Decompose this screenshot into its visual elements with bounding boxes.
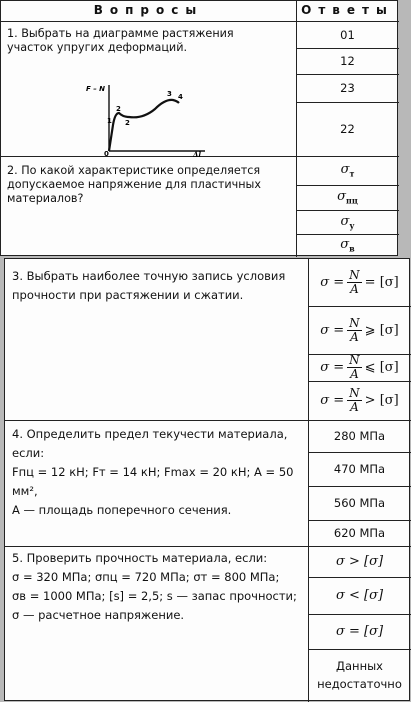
answer-5-1[interactable]: σ > [σ]: [335, 554, 384, 569]
question-4-text: [12, 425, 308, 520]
answer-4-4[interactable]: 620 МПа: [333, 526, 386, 540]
question-5-line-4: σ — расчетное напряжение.: [12, 608, 185, 622]
answer-5-4-line-2: недостаточно: [317, 677, 402, 691]
answer-1-1[interactable]: 01: [340, 27, 355, 42]
answer-5-3[interactable]: σ = [σ]: [335, 624, 384, 639]
answer-4-2[interactable]: 470 МПа: [333, 462, 386, 476]
answer-2-1[interactable]: $\sigma_т$: [340, 162, 355, 179]
answer-5-2[interactable]: σ < [σ]: [335, 588, 384, 603]
answer-4-1[interactable]: 280 МПа: [333, 429, 386, 443]
answer-1-3[interactable]: 23: [340, 81, 355, 95]
answer-3-2[interactable]: σ = $\frac{N}{A}$ ⩾ [σ]: [320, 315, 399, 344]
question-4-line-3: A — площадь поперечного сечения.: [12, 503, 232, 517]
point-label-0: 0: [104, 150, 109, 157]
point-label-1: 1: [107, 117, 112, 125]
question-2-text: 2. По какой характеристике определяется допускаемое напряжение для пластичных материалов?: [7, 164, 261, 205]
answer-5-4-line-1: Данных: [336, 659, 383, 673]
test-sheet-bottom: [4, 258, 410, 701]
test-sheet-top: [0, 0, 398, 256]
answer-3-1[interactable]: σ = $\frac{N}{A}$ = [σ]: [320, 268, 399, 296]
question-5-line-2: σ = 320 МПа; σпц = 720 МПа; σт = 800 МПа;: [12, 570, 280, 584]
question-4-line-1: 4. Определить предел текучести материала, если:: [12, 427, 288, 460]
point-label-2a: 2: [116, 105, 121, 113]
answer-3-4[interactable]: σ = $\frac{N}{A}$ > [σ]: [320, 386, 399, 414]
answers-header: Ответы: [301, 3, 394, 17]
question-1-text: 1. Выбрать на диаграмме растяжения участок упругих деформаций.: [7, 27, 234, 54]
answer-5-4[interactable]: [308, 649, 411, 701]
answer-1-2[interactable]: 12: [340, 54, 355, 68]
question-5-line-3: σв = 1000 МПа; [s] = 2,5; s — запас прочности;: [12, 589, 297, 603]
question-3-text: 3. Выбрать наиболее точную запись условия прочности при растяжении и сжатии.: [12, 269, 286, 302]
x-axis-label: Δl: [193, 150, 202, 157]
answer-2-4[interactable]: $\sigma_в$: [340, 236, 355, 254]
point-label-4: 4: [178, 93, 183, 101]
answer-4-3[interactable]: 560 МПа: [333, 496, 386, 510]
question-5-text: [12, 549, 308, 625]
answer-2-2[interactable]: $\sigma_{пц}$: [337, 189, 358, 206]
answer-1-4[interactable]: 22: [340, 122, 355, 136]
questions-header: Вопросы: [93, 3, 204, 17]
question-4-line-2: Fпц = 12 кН; Fт = 14 кН; Fmax = 20 кН; A = 50 мм²,: [12, 465, 294, 498]
answer-2-3[interactable]: $\sigma_у$: [340, 213, 355, 231]
tension-diagram: [83, 81, 213, 157]
answer-3-3[interactable]: σ = $\frac{N}{A}$ ⩽ [σ]: [320, 353, 399, 381]
y-axis-label: F – N: [86, 85, 106, 93]
point-label-2b: 2: [125, 119, 130, 127]
question-5-line-1: 5. Проверить прочность материала, если:: [12, 551, 268, 565]
point-label-3: 3: [167, 90, 172, 98]
